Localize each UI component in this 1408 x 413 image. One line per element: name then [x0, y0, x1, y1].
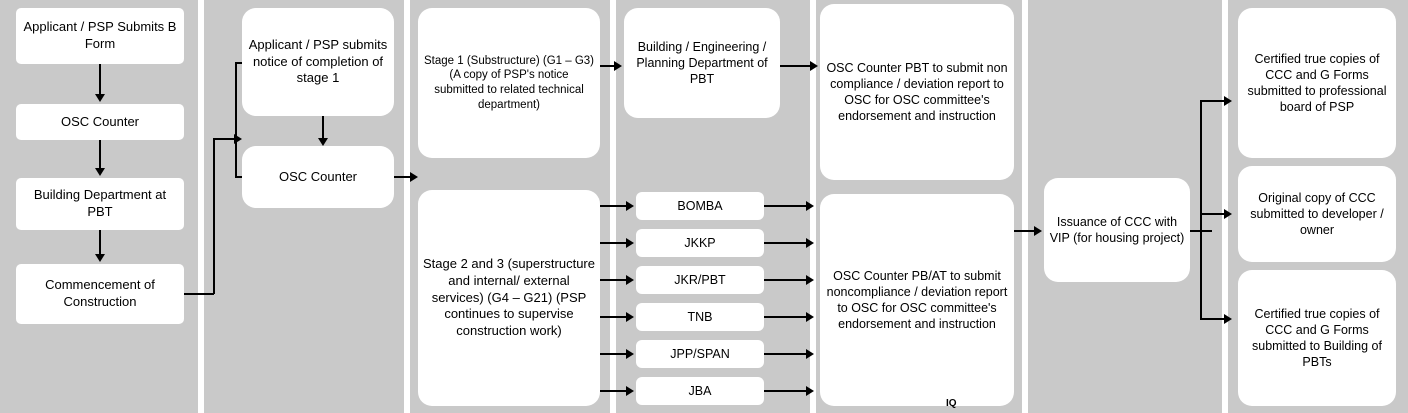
arrowhead-stage23-to-jkr — [626, 275, 634, 285]
page-marker: IQ — [946, 398, 957, 409]
node-stage-2-3[interactable] — [418, 190, 600, 406]
connector-osc-to-building — [99, 140, 101, 168]
arrowhead-jba-to-osc — [806, 386, 814, 396]
node-label: Stage 1 (Substructure) (G1 – G3) (A copy of PSP's notice submitted to related technical department) — [423, 54, 595, 111]
node-label: Certified true copies of CCC and G Forms submitted to Building of PBTs — [1252, 307, 1382, 369]
connector-commencement-right — [184, 293, 214, 295]
arrowhead-bracket-to-output2 — [1224, 209, 1232, 219]
node-label: Building Department at PBT — [33, 187, 167, 219]
connector-stage23-to-jkkp — [600, 242, 628, 244]
node-tnb[interactable] — [636, 303, 764, 331]
node-commencement-construction[interactable] — [16, 264, 184, 324]
node-label: Applicant / PSP submits notice of completion of stage 1 — [248, 37, 388, 86]
arrowhead-bracket-to-output1 — [1224, 96, 1232, 106]
arrowhead-stage23-to-jpp — [626, 349, 634, 359]
arrowhead-tnb-to-osc — [806, 312, 814, 322]
node-osc-counter-pbt[interactable] — [820, 4, 1014, 180]
node-original-ccc-developer[interactable] — [1238, 166, 1396, 262]
node-stage-1[interactable] — [418, 8, 600, 158]
arrowhead-dept-to-osc-pbt — [810, 61, 818, 71]
arrowhead-jpp-to-osc — [806, 349, 814, 359]
node-label: Stage 2 and 3 (superstructure and internal/ external services) (G4 – G21) (PSP continues to supervise construction work) — [423, 256, 595, 338]
arrowhead-jkr-to-osc — [806, 275, 814, 285]
node-label: Certified true copies of CCC and G Forms submitted to professional board of PSP — [1247, 52, 1387, 114]
node-label: Issuance of CCC with VIP (for housing project) — [1049, 215, 1185, 245]
arrowhead-building-to-commencement — [95, 254, 105, 262]
node-label: Building / Engineering / Planning Department of PBT — [636, 40, 768, 86]
connector-jkr-to-osc — [764, 279, 810, 281]
node-label: BOMBA — [677, 199, 723, 213]
node-certified-ccc-g-forms-board[interactable] — [1238, 8, 1396, 158]
node-label: TNB — [687, 310, 713, 324]
node-label: JKR/PBT — [674, 273, 726, 287]
node-label: JBA — [688, 384, 712, 398]
arrowhead-osc-to-issuance — [1034, 226, 1042, 236]
node-building-department-pbt[interactable] — [16, 178, 184, 230]
node-osc-counter-2[interactable] — [242, 146, 394, 208]
connector-building-to-commencement — [99, 230, 101, 254]
connector-col2-bracket — [235, 62, 237, 176]
node-building-engineering-planning[interactable] — [624, 8, 780, 118]
connector-jba-to-osc — [764, 390, 810, 392]
connector-stage23-to-jba — [600, 390, 628, 392]
arrowhead-bform-to-osc — [95, 94, 105, 102]
node-jba[interactable] — [636, 377, 764, 405]
node-bomba[interactable] — [636, 192, 764, 220]
arrowhead-osc2-to-stages — [410, 172, 418, 182]
node-applicant-notice-stage1[interactable] — [242, 8, 394, 116]
connector-output-bracket — [1200, 100, 1202, 318]
connector-into-col2 — [213, 138, 235, 140]
connector-bracket-to-output3 — [1200, 318, 1226, 320]
connector-commencement-up — [213, 138, 215, 294]
connector-jkkp-to-osc — [764, 242, 810, 244]
arrowhead-bracket-to-output3 — [1224, 314, 1232, 324]
connector-stage23-to-bomba — [600, 205, 628, 207]
connector-bform-to-osc — [99, 64, 101, 94]
node-jpp-span[interactable] — [636, 340, 764, 368]
connector-stage23-to-tnb — [600, 316, 628, 318]
connector-stage23-to-jkr — [600, 279, 628, 281]
arrowhead-stage23-to-bomba — [626, 201, 634, 211]
node-label: Original copy of CCC submitted to developer / owner — [1250, 191, 1384, 237]
connector-jpp-to-osc — [764, 353, 810, 355]
connector-bomba-to-osc — [764, 205, 810, 207]
node-label: Commencement of Construction — [45, 277, 155, 309]
connector-dept-to-osc-pbt — [780, 65, 812, 67]
node-label: OSC Counter PB/AT to submit noncompliance / deviation report to OSC for OSC committee's endorsement and instruction — [826, 269, 1008, 331]
node-label: Applicant / PSP Submits B Form — [23, 19, 177, 51]
arrowhead-stage23-to-jba — [626, 386, 634, 396]
node-label: OSC Counter — [278, 168, 358, 184]
node-label: OSC Counter PBT to submit non compliance / deviation report to OSC for OSC committee's endorsement and instruction — [826, 61, 1008, 123]
node-applicant-b-form[interactable] — [16, 8, 184, 64]
arrowhead-bomba-to-osc — [806, 201, 814, 211]
node-jkkp[interactable] — [636, 229, 764, 257]
node-osc-counter-pb-at[interactable] — [820, 194, 1014, 406]
arrowhead-jkkp-to-osc — [806, 238, 814, 248]
node-certified-ccc-g-forms-pbt[interactable] — [1238, 270, 1396, 406]
arrowhead-stage1-to-dept — [614, 61, 622, 71]
connector-bracket-to-output1 — [1200, 100, 1226, 102]
connector-notice-to-osc2 — [322, 116, 324, 138]
arrowhead-osc-to-building — [95, 168, 105, 176]
connector-stage23-to-jpp — [600, 353, 628, 355]
connector-tnb-to-osc — [764, 316, 810, 318]
arrowhead-stage23-to-tnb — [626, 312, 634, 322]
node-label: JKKP — [684, 236, 716, 250]
node-issuance-ccc-vip[interactable] — [1044, 178, 1190, 282]
node-jkr-pbt[interactable] — [636, 266, 764, 294]
connector-bracket-to-output2 — [1200, 213, 1226, 215]
node-label: JPP/SPAN — [670, 347, 730, 361]
arrowhead-notice-to-osc2 — [318, 138, 328, 146]
arrowhead-stage23-to-jkkp — [626, 238, 634, 248]
node-osc-counter-1[interactable] — [16, 104, 184, 140]
node-label: OSC Counter — [60, 113, 140, 129]
